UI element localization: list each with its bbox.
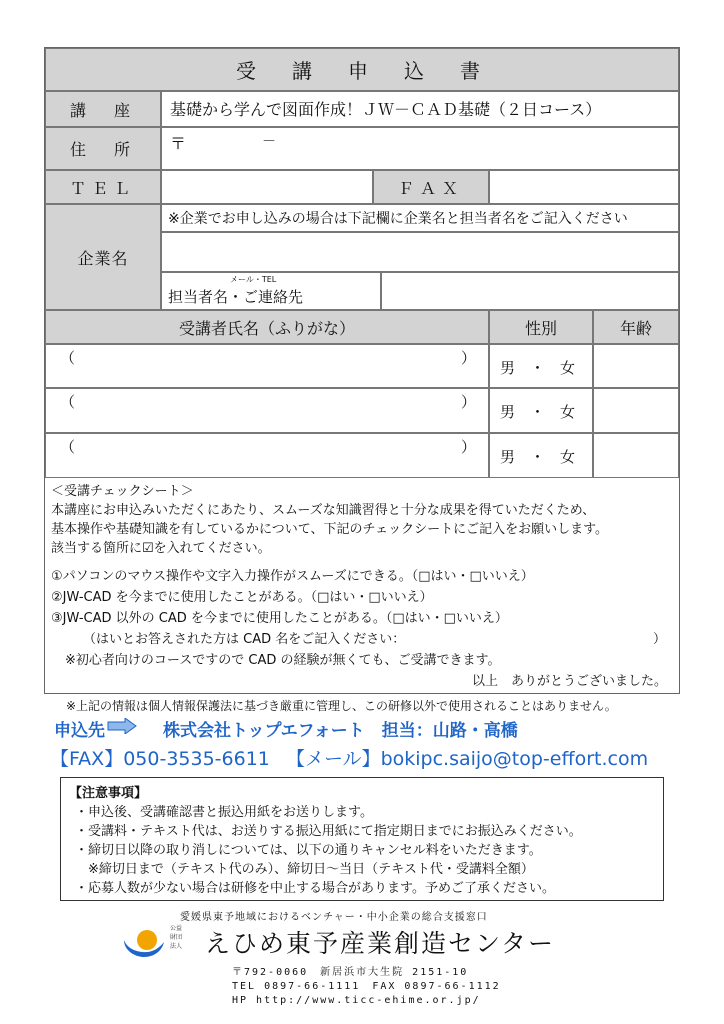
- company-note: ※企業でお申し込みの場合は下記欄に企業名と担当者名をご記入ください: [161, 204, 679, 232]
- thanks-text: 以上 ありがとうございました。: [471, 674, 667, 689]
- footer-tagline: 愛媛県東予地域におけるベンチャー・中小企業の総合支援窓口: [180, 912, 488, 923]
- attendee-name-field[interactable]: [45, 344, 489, 388]
- apply-to-label: 申込先: [54, 721, 105, 741]
- checksheet-intro-line: 基本操作や基礎知識を有しているかについて、下記のチェックシートにご記入をお願いします。: [51, 522, 609, 537]
- check-item[interactable]: ③JW-CAD 以外の CAD を今までに使用したことがある。（□はい・□いいえ）: [51, 611, 508, 626]
- corp-type: [170, 924, 182, 951]
- paren-close: ）: [460, 393, 476, 411]
- note-item: ※締切日まで（テキスト代のみ）、締切日～当日（テキスト代・受講料全額）: [75, 862, 534, 877]
- contact-field[interactable]: [381, 272, 679, 310]
- paren-close: ）: [460, 349, 476, 367]
- attendee-name-field[interactable]: [45, 388, 489, 433]
- age-field[interactable]: [593, 433, 679, 478]
- fax-field[interactable]: [489, 170, 679, 204]
- check-item[interactable]: ①パソコンのマウス操作や文字入力操作がスムーズにできる。（□はい・□いいえ）: [51, 569, 534, 584]
- org-contact: [232, 966, 501, 1008]
- attendee-name-field[interactable]: [45, 433, 489, 478]
- privacy-note: ※上記の情報は個人情報保護法に基づき厳重に管理し、この研修以外で使用されることはありません。: [66, 699, 617, 713]
- apply-company: 株式会社トップエフォート 担当：山路・高橋: [163, 721, 518, 741]
- age-field[interactable]: [593, 388, 679, 433]
- note-item: ・受講料・テキスト代は、お送りする振込用紙にて指定期日までにお振込みください。: [75, 824, 582, 839]
- form-title: 受 講 申 込 書: [236, 59, 488, 83]
- address-field[interactable]: [161, 127, 679, 170]
- notes-box: [60, 777, 664, 901]
- cad-name-close: ）: [653, 632, 667, 647]
- org-tel-fax: TEL 0897-66-1111 FAX 0897-66-1112: [232, 981, 501, 992]
- notes-heading: 【注意事項】: [69, 786, 148, 801]
- org-logo-icon: [120, 920, 168, 960]
- cad-name-prompt: （はいとお答えされた方は CAD 名をご記入ください：: [83, 632, 406, 647]
- gender-choice[interactable]: 男 ・ 女: [489, 388, 593, 433]
- check-item[interactable]: ②JW-CAD を今までに使用したことがある。（□はい・□いいえ）: [51, 590, 433, 605]
- gender-choice[interactable]: 男 ・ 女: [489, 344, 593, 388]
- corp-type-line: 公益: [170, 925, 183, 932]
- postal-mark: 〒: [170, 134, 187, 153]
- paren-open: （: [60, 349, 76, 367]
- contact-ruby: メール・TEL: [230, 275, 277, 284]
- form-title-cell: [45, 48, 679, 91]
- course-label: 講 座: [45, 91, 161, 127]
- age-field[interactable]: [593, 344, 679, 388]
- gender-choice[interactable]: 男 ・ 女: [489, 433, 593, 478]
- apply-to: [54, 716, 518, 741]
- checksheet-intro-line: 該当する箇所に☑を入れてください。: [51, 541, 271, 556]
- checksheet-heading: ＜受講チェックシート＞: [51, 484, 194, 499]
- course-value: 基礎から学んで図面作成！ＪＷ－ＣＡＤ基礎（２日コース）: [161, 91, 679, 127]
- tel-label: ＴＥＬ: [45, 170, 161, 204]
- apply-mail-address[interactable]: bokipc.saijo@top-effort.com: [380, 748, 649, 770]
- mail-label-apply: 【メール】: [285, 748, 381, 770]
- org-homepage[interactable]: HP http://www.ticc-ehime.or.jp/: [232, 995, 481, 1006]
- paren-open: （: [60, 393, 76, 411]
- corp-type-line: 財団: [170, 934, 183, 941]
- paren-close: ）: [460, 438, 476, 456]
- company-label: 企業名: [45, 204, 161, 310]
- checksheet-intro-line: 本講座にお申込みいただくにあたり、スムーズな知識習得と十分な成果を得ていただくため、: [51, 503, 596, 518]
- checksheet: [51, 482, 675, 693]
- fax-label: ＦＡＸ: [373, 170, 489, 204]
- contact-label: 担当者名・ご連絡先: [168, 288, 304, 306]
- postal-dash: －: [262, 134, 276, 150]
- org-address: 〒792-0060 新居浜市大生院 2151-10: [232, 967, 469, 978]
- org-name: えひめ東予産業創造センター: [205, 929, 556, 958]
- note-item: ・応募人数が少ない場合は研修を中止する場合があります。予めご了承ください。: [75, 881, 555, 896]
- note-item: ・申込後、受講確認書と振込用紙をお送りします。: [75, 805, 373, 820]
- company-name-field[interactable]: [161, 232, 679, 272]
- application-form: [44, 47, 680, 694]
- beginner-note: ※初心者向けのコースですので CAD の経験が無くても、ご受講できます。: [65, 653, 501, 668]
- apply-contact: [50, 744, 648, 771]
- address-label: 住 所: [45, 127, 161, 170]
- corp-type-line: 法人: [170, 943, 183, 950]
- apply-fax-number: 050-3535-6611: [123, 748, 270, 770]
- note-item: ・締切日以降の取り消しについては、以下の通りキャンセル料をいただきます。: [75, 843, 542, 858]
- contact-label-cell: [161, 272, 381, 310]
- fax-label-apply: 【FAX】: [50, 748, 124, 770]
- attendee-name-header: 受講者氏名（ふりがな）: [45, 310, 489, 344]
- gender-header: 性別: [489, 310, 593, 344]
- right-arrow-icon: [107, 718, 137, 739]
- tel-field[interactable]: [161, 170, 373, 204]
- age-header: 年齢: [593, 310, 679, 344]
- paren-open: （: [60, 438, 76, 456]
